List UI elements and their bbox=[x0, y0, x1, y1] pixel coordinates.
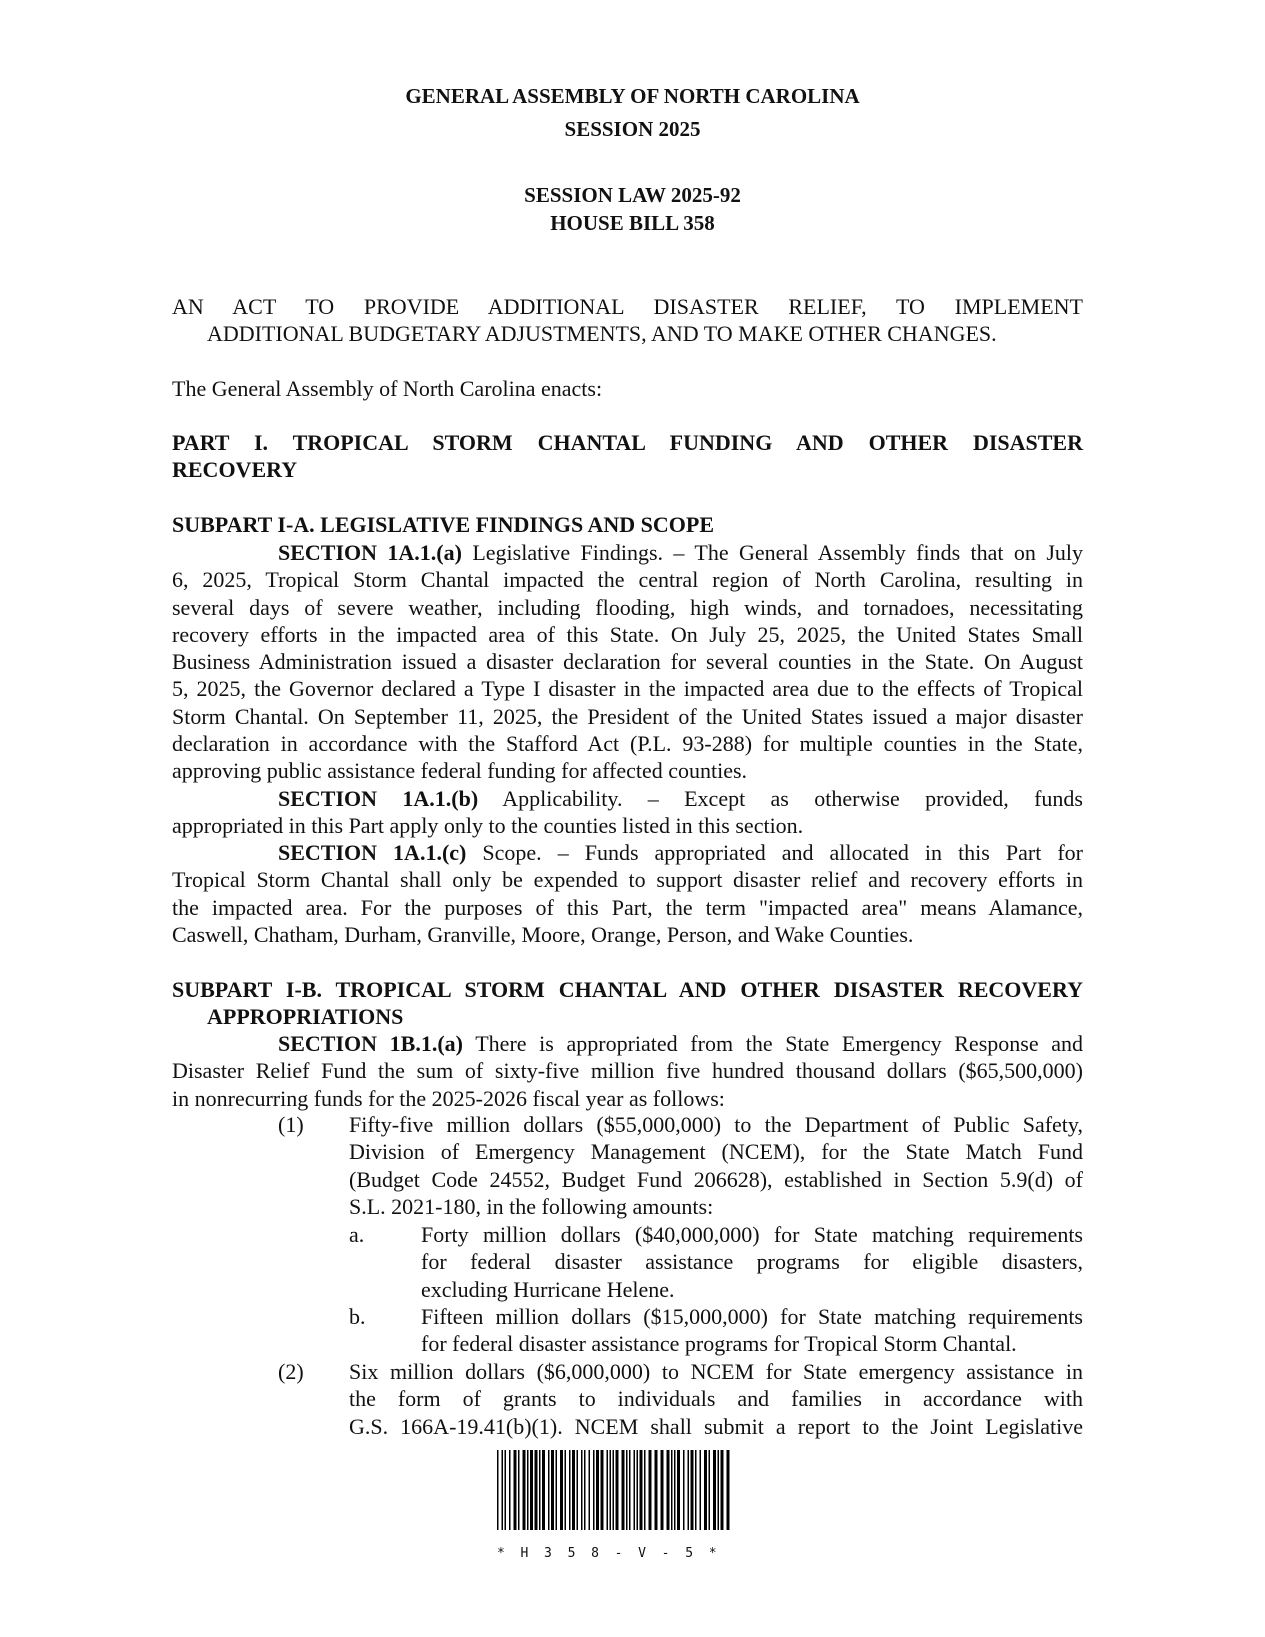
barcode-bar bbox=[601, 1450, 604, 1530]
text-line: Tropical Storm Chantal shall only be expended to support disaster relief and recovery efforts in bbox=[172, 867, 1083, 893]
barcode-bar bbox=[721, 1450, 724, 1530]
barcode-text: *H358-V-5* bbox=[497, 1546, 733, 1561]
barcode-bar bbox=[535, 1450, 538, 1530]
barcode-bar bbox=[593, 1450, 595, 1530]
barcode-bar bbox=[644, 1450, 646, 1530]
barcode-bar bbox=[607, 1450, 609, 1530]
text-line: AN ACT TO PROVIDE ADDITIONAL DISASTER RELIEF, TO IMPLEMENT bbox=[172, 294, 1083, 319]
barcode-bar bbox=[671, 1450, 673, 1530]
text-line: 5, 2025, the Governor declared a Type I disaster in the impacted area due to the effects of Tropical bbox=[172, 676, 1083, 702]
barcode-bar bbox=[704, 1450, 707, 1530]
list-label: (1) bbox=[278, 1112, 304, 1137]
text-line bbox=[172, 539, 1083, 566]
subpart-1b-heading bbox=[172, 976, 1083, 1031]
text-line: appropriated in this Part apply only to the counties listed in this section. bbox=[172, 813, 804, 839]
text-line: Storm Chantal. On September 11, 2025, the President of the United States issued a major disaster bbox=[172, 703, 1083, 729]
text-line: Disaster Relief Fund the sum of sixty-five million five hundred thousand dollars ($65,500,000) bbox=[172, 1058, 1083, 1084]
section-number: SECTION 1A.1.(a) bbox=[278, 540, 462, 565]
item-2 bbox=[278, 1358, 1083, 1440]
text-line: (Budget Code 24552, Budget Fund 206628), established in Section 5.9(d) of bbox=[349, 1166, 1083, 1192]
list-label: b. bbox=[349, 1304, 366, 1329]
barcode-bar bbox=[700, 1450, 702, 1530]
barcode-bar bbox=[551, 1450, 554, 1530]
text-line: for federal disaster assistance programs for eligible disasters, bbox=[421, 1249, 1083, 1275]
barcode-bar bbox=[502, 1450, 504, 1530]
text-line: declaration in accordance with the Stafford Act (P.L. 93-288) for multiple counties in the State, bbox=[172, 731, 1083, 757]
barcode-bar bbox=[677, 1450, 680, 1530]
text-line: ADDITIONAL BUDGETARY ADJUSTMENTS, AND TO MAKE OTHER CHANGES. bbox=[207, 321, 997, 347]
barcode-bar bbox=[674, 1450, 676, 1530]
part-1-heading bbox=[172, 429, 1083, 484]
text-line: several days of severe weather, including flooding, high winds, and tornadoes, necessitating bbox=[172, 594, 1083, 620]
barcode-bar bbox=[539, 1450, 541, 1530]
text-line-content: Legislative Findings. – The General Assembly finds that on July bbox=[461, 540, 1084, 565]
barcode-bar bbox=[497, 1450, 499, 1530]
bill-number: HOUSE BILL 358 bbox=[550, 211, 715, 235]
text-line-content: Scope. – Funds appropriated and allocated in this Part for bbox=[466, 840, 1083, 865]
text-line: RECOVERY bbox=[172, 457, 298, 483]
text-line: excluding Hurricane Helene. bbox=[421, 1276, 675, 1302]
text-line: Fifteen million dollars ($15,000,000) for State matching requirements bbox=[421, 1304, 1083, 1329]
text-line: the impacted area. For the purposes of this Part, the term "impacted area" means Alamance, bbox=[172, 894, 1083, 920]
barcode-bar bbox=[691, 1450, 694, 1530]
barcode-bar bbox=[509, 1450, 511, 1530]
text-line: APPROPRIATIONS bbox=[207, 1004, 404, 1030]
barcode bbox=[497, 1450, 731, 1530]
barcode-bar bbox=[610, 1450, 612, 1530]
text-line: the form of grants to individuals and families in accordance with bbox=[349, 1386, 1083, 1412]
text-line bbox=[172, 785, 1083, 812]
text-line: Division of Emergency Management (NCEM), for the State Match Fund bbox=[349, 1139, 1083, 1165]
subpart-1a-heading bbox=[172, 511, 1083, 538]
text-line bbox=[172, 1030, 1083, 1057]
text-line: Fifty-five million dollars ($55,000,000) to the Department of Public Safety, bbox=[349, 1112, 1083, 1137]
barcode-bar bbox=[661, 1450, 664, 1530]
list-label: (2) bbox=[278, 1359, 304, 1384]
text-line: Caswell, Chatham, Durham, Granville, Moore, Orange, Person, and Wake Counties. bbox=[172, 921, 914, 947]
text-line: S.L. 2021-180, in the following amounts: bbox=[349, 1193, 714, 1219]
text-line: recovery efforts in the impacted area of this State. On July 25, 2025, the United States Small bbox=[172, 621, 1083, 647]
text-line: G.S. 166A-19.41(b)(1). NCEM shall submit a report to the Joint Legislative bbox=[349, 1413, 1083, 1439]
barcode-bar bbox=[613, 1450, 615, 1530]
text-line: Six million dollars ($6,000,000) to NCEM for State emergency assistance in bbox=[349, 1359, 1083, 1384]
section-number: SECTION 1B.1.(a) bbox=[278, 1031, 463, 1056]
assembly-title: GENERAL ASSEMBLY OF NORTH CAROLINA bbox=[405, 84, 860, 108]
barcode-bar bbox=[548, 1450, 550, 1530]
barcode-bar bbox=[683, 1450, 685, 1530]
item-1b bbox=[349, 1303, 1083, 1358]
section-number: SECTION 1A.1.(c) bbox=[278, 840, 467, 865]
barcode-bar bbox=[626, 1450, 628, 1530]
barcode-bar bbox=[577, 1450, 579, 1530]
barcode-bar bbox=[505, 1450, 507, 1530]
session-law-number: SESSION LAW 2025-92 bbox=[524, 183, 741, 207]
text-line: Forty million dollars ($40,000,000) for State matching requirements bbox=[421, 1222, 1083, 1247]
text-line: in nonrecurring funds for the 2025-2026 fiscal year as follows: bbox=[172, 1085, 725, 1111]
list-label: a. bbox=[349, 1222, 365, 1247]
barcode-bar bbox=[727, 1450, 730, 1530]
barcode-bar bbox=[572, 1450, 575, 1530]
item-1a bbox=[349, 1221, 1083, 1303]
text-line bbox=[172, 839, 1083, 866]
text-line: PART I. TROPICAL STORM CHANTAL FUNDING AND OTHER DISASTER bbox=[172, 430, 1083, 455]
barcode-bar bbox=[596, 1450, 599, 1530]
section-1b1a bbox=[172, 1030, 1083, 1112]
session-title: SESSION 2025 bbox=[564, 117, 701, 141]
text-line: 6, 2025, Tropical Storm Chantal impacted the central region of North Carolina, resulting in bbox=[172, 567, 1083, 593]
barcode-bar bbox=[713, 1450, 716, 1530]
barcode-bar bbox=[584, 1450, 586, 1530]
section-1a1a bbox=[172, 539, 1083, 785]
text-line: SUBPART I-B. TROPICAL STORM CHANTAL AND OTHER DISASTER RECOVERY bbox=[172, 977, 1083, 1002]
text-line-content: Applicability. – Except as otherwise provided, funds bbox=[478, 786, 1083, 811]
section-1a1c bbox=[172, 839, 1083, 948]
barcode-bar bbox=[616, 1450, 619, 1530]
barcode-bar bbox=[640, 1450, 643, 1530]
barcode-bar bbox=[542, 1450, 545, 1530]
enacting-clause bbox=[172, 375, 1083, 402]
barcode-bar bbox=[560, 1450, 563, 1530]
text-line: Business Administration issued a disaster declaration for several counties in the State. On August bbox=[172, 649, 1083, 675]
barcode-bar bbox=[569, 1450, 571, 1530]
text-line: approving public assistance federal funding for affected counties. bbox=[172, 758, 748, 784]
text-line: The General Assembly of North Carolina enacts: bbox=[172, 376, 603, 401]
barcode-bar bbox=[634, 1450, 636, 1530]
text-line: SUBPART I-A. LEGISLATIVE FINDINGS AND SCOPE bbox=[172, 512, 715, 537]
barcode-bar bbox=[688, 1450, 690, 1530]
barcode-bar bbox=[622, 1450, 625, 1530]
item-1 bbox=[278, 1111, 1083, 1220]
barcode-bar bbox=[518, 1450, 520, 1530]
barcode-bar bbox=[527, 1450, 529, 1530]
barcode-bar bbox=[523, 1450, 526, 1530]
barcode-bar bbox=[629, 1450, 631, 1530]
barcode-bar bbox=[589, 1450, 591, 1530]
section-1a1b bbox=[172, 785, 1083, 840]
barcode-bar bbox=[565, 1450, 567, 1530]
barcode-bar bbox=[667, 1450, 670, 1530]
text-line: for federal disaster assistance programs for Tropical Storm Chantal. bbox=[421, 1331, 1017, 1357]
barcode-bar bbox=[649, 1450, 652, 1530]
barcode-bar bbox=[718, 1450, 720, 1530]
barcode-bar bbox=[637, 1450, 639, 1530]
text-line-content: There is appropriated from the State Emergency Response and bbox=[463, 1031, 1083, 1056]
barcode-bar bbox=[581, 1450, 583, 1530]
barcode-bar bbox=[709, 1450, 711, 1530]
barcode-bar bbox=[655, 1450, 658, 1530]
barcode-bar bbox=[695, 1450, 697, 1530]
act-title bbox=[172, 293, 1083, 348]
barcode-bar bbox=[514, 1450, 517, 1530]
section-number: SECTION 1A.1.(b) bbox=[278, 786, 479, 811]
barcode-bar bbox=[530, 1450, 533, 1530]
barcode-bar bbox=[556, 1450, 558, 1530]
